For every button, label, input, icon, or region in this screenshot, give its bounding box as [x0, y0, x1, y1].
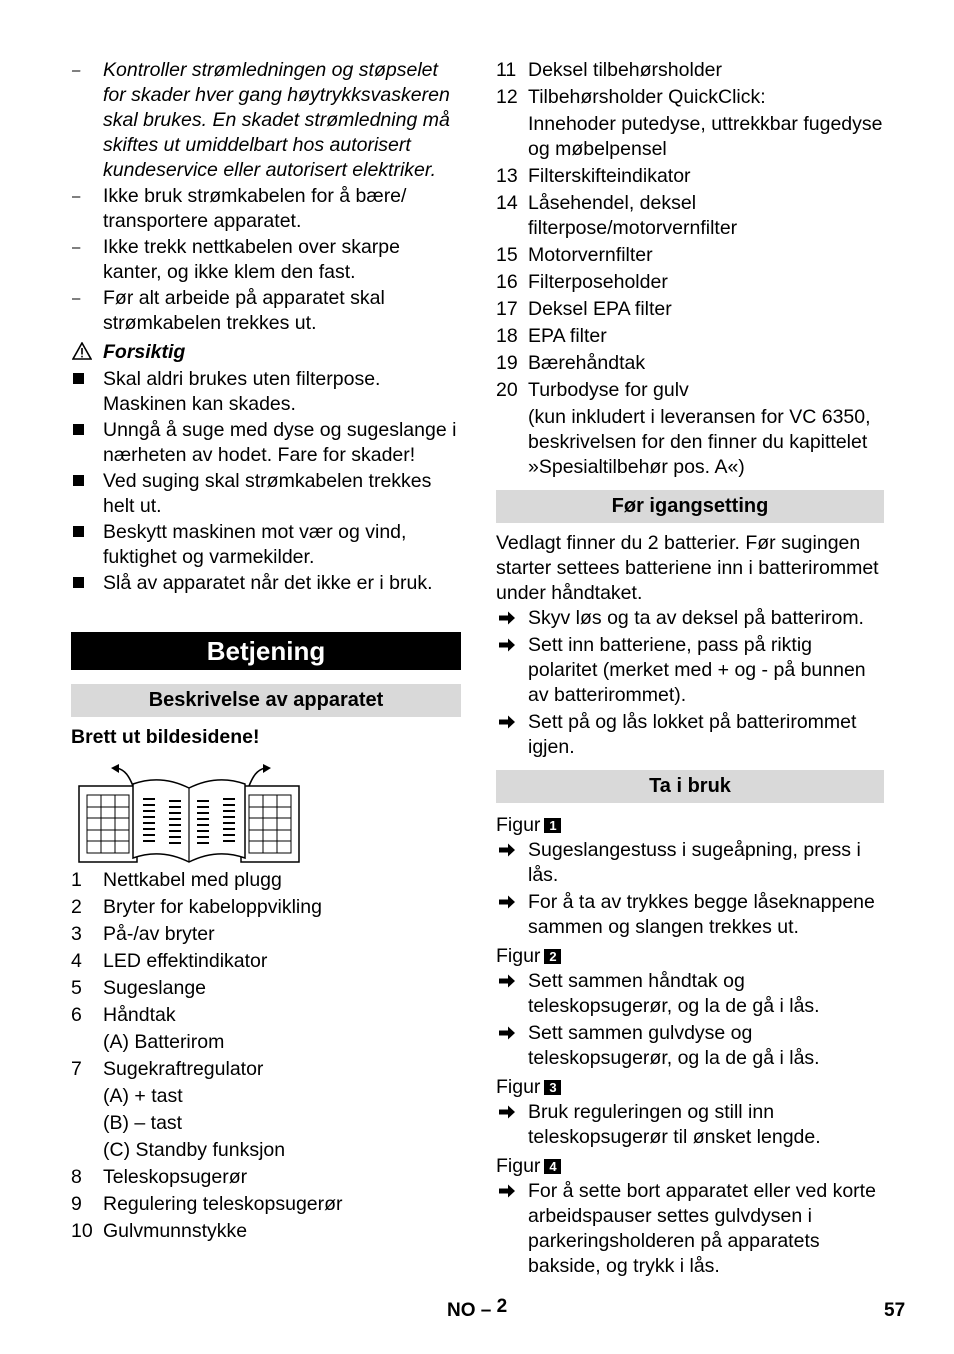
part-label: På-/av bryter [103, 923, 215, 945]
dash-marker: – [72, 239, 81, 256]
part-number: 17 [496, 298, 518, 320]
part-item [71, 1192, 461, 1217]
part-item [71, 1057, 461, 1082]
part-item [71, 1111, 461, 1136]
part-number: 20 [496, 379, 518, 401]
figure-word: Figur [496, 814, 541, 836]
figure-number-badge: 3 [544, 1080, 561, 1095]
figure-label [496, 1075, 884, 1100]
part-number: 14 [496, 192, 518, 214]
part-label: Sugeslange [103, 977, 207, 999]
part-item [71, 1084, 461, 1109]
figure-word: Figur [496, 1076, 541, 1098]
dash-marker: – [72, 188, 81, 205]
part-label: (A) Batterirom [103, 1031, 225, 1053]
figure-label [496, 1154, 884, 1179]
fold-out-book-illustration [71, 762, 303, 866]
start-use-title: Ta i bruk [496, 770, 884, 803]
part-label: (kun inkludert i leveransen for VC 6350, beskrivelsen for den finner du kapittelet »Spesialtilbehør pos. A«) [528, 406, 871, 478]
instruction-text: Skyv løs og ta av deksel på batterirom. [528, 607, 864, 629]
instruction-step [496, 1100, 884, 1150]
part-label: Bærehåndtak [528, 352, 646, 374]
caution-item-text: Ved suging skal strømkabelen trekkes helt ut. [103, 470, 432, 517]
part-label: (C) Standby funksjon [103, 1139, 286, 1161]
dash-item-text: Ikke bruk strømkabelen for å bære/ transportere apparatet. [103, 185, 407, 232]
instruction-step [496, 606, 884, 631]
instruction-text: Sugeslangestuss i sugeåpning, press i lås. [528, 839, 861, 886]
part-label: Sugekraftregulator [103, 1058, 264, 1080]
caution-item [71, 520, 461, 570]
subsection-title: Beskrivelse av apparatet [71, 684, 461, 717]
part-number: 7 [71, 1058, 82, 1080]
part-label: Tilbehørsholder QuickClick: [528, 86, 766, 108]
part-label: (B) – tast [103, 1112, 183, 1134]
caution-heading [71, 340, 461, 365]
arrow-right-icon [498, 1100, 516, 1125]
part-number: 2 [71, 896, 82, 918]
arrow-right-icon [498, 969, 516, 994]
instruction-step [496, 633, 884, 708]
part-label: Håndtak [103, 1004, 176, 1026]
parts-list-right [496, 58, 884, 482]
instruction-step [496, 890, 884, 940]
section-title: Betjening [71, 632, 461, 670]
part-label: Låsehendel, deksel filterpose/motorvernfilter [528, 192, 738, 239]
part-item [496, 164, 884, 189]
fold-note: Brett ut bildesidene! [71, 726, 260, 748]
dash-marker: – [72, 290, 81, 307]
instruction-text: For å sette bort apparatet eller ved korte arbeidspauser settes gulvdysen i parkeringsholderen på apparatets bakside, og trykk i lås. [528, 1180, 876, 1277]
left-column [71, 58, 461, 1246]
instruction-step [496, 710, 884, 760]
part-number: 18 [496, 325, 518, 347]
part-label: Teleskopsugerør [103, 1166, 248, 1188]
part-label: Filterskifteindikator [528, 165, 691, 187]
safety-dash-item [71, 58, 461, 183]
figure-label [496, 813, 884, 838]
instruction-text: Sett sammen gulvdyse og teleskopsugerør, og la de gå i lås. [528, 1022, 820, 1069]
caution-label: Forsiktig [103, 341, 186, 363]
before-use-intro: Vedlagt finner du 2 batterier. Før sugingen starter settees batteriene inn i batterirommet under håndtaket. [496, 532, 879, 604]
part-number: 13 [496, 165, 518, 187]
figure-word: Figur [496, 945, 541, 967]
part-label: Gulvmunnstykke [103, 1220, 248, 1242]
figure-instructions [496, 813, 884, 1281]
part-item [71, 895, 461, 920]
part-item [71, 1165, 461, 1190]
part-item [496, 243, 884, 268]
part-label: Deksel tilbehørsholder [528, 59, 723, 81]
part-label: (A) + tast [103, 1085, 183, 1107]
part-number: 16 [496, 271, 518, 293]
part-label: Nettkabel med plugg [103, 869, 282, 891]
part-number: 5 [71, 977, 82, 999]
safety-dash-list [71, 58, 461, 336]
part-item [71, 922, 461, 947]
page-number: 57 [884, 1300, 906, 1321]
part-item [496, 112, 884, 162]
part-number: 10 [71, 1220, 93, 1242]
part-number: 3 [71, 923, 82, 945]
dash-item-text: Før alt arbeide på apparatet skal strømkabelen trekkes ut. [103, 287, 385, 334]
part-number: 8 [71, 1166, 82, 1188]
safety-dash-item [71, 235, 461, 285]
caution-item [71, 469, 461, 519]
figure-word: Figur [496, 1155, 541, 1177]
part-item [496, 324, 884, 349]
part-number: 1 [71, 869, 82, 891]
part-number: 4 [71, 950, 82, 972]
part-label: Innehoder putedyse, uttrekkbar fugedyse og møbelpensel [528, 113, 883, 160]
part-number: 6 [71, 1004, 82, 1026]
arrow-right-icon [498, 890, 516, 915]
part-label: Filterposeholder [528, 271, 668, 293]
part-number: 12 [496, 86, 518, 108]
footer-section [447, 1298, 507, 1323]
part-number: 11 [496, 59, 517, 81]
part-number: 19 [496, 352, 518, 374]
warning-icon [72, 342, 92, 367]
parts-list-left [71, 868, 461, 1246]
part-item [496, 270, 884, 295]
part-label: Bryter for kabeloppvikling [103, 896, 322, 918]
instruction-step [496, 1021, 884, 1071]
instruction-text: Sett inn batteriene, pass på riktig polaritet (merket med + og - på bunnen av batterirommet). [528, 634, 866, 706]
dash-marker: – [72, 62, 81, 79]
caution-item-text: Beskytt maskinen mot vær og vind, fuktighet og varmekilder. [103, 521, 407, 568]
instruction-text: Bruk reguleringen og still inn teleskopsugerør til ønsket lengde. [528, 1101, 821, 1148]
part-number: 15 [496, 244, 518, 266]
arrow-right-icon [498, 1179, 516, 1204]
arrow-right-icon [498, 633, 516, 658]
part-item [496, 58, 884, 83]
part-item [496, 405, 884, 480]
part-item [496, 191, 884, 241]
part-label: EPA filter [528, 325, 607, 347]
part-item [71, 1138, 461, 1163]
caution-list [71, 367, 461, 596]
part-item [71, 1003, 461, 1028]
footer-language: NO [447, 1300, 476, 1321]
instruction-step [496, 1179, 884, 1279]
part-item [71, 949, 461, 974]
figure-number-badge: 1 [544, 818, 561, 833]
part-item [71, 1030, 461, 1055]
arrow-right-icon [498, 606, 516, 631]
figure-label [496, 944, 884, 969]
arrow-right-icon [498, 710, 516, 735]
figure-number-badge: 4 [544, 1159, 561, 1174]
footer-separator: – [480, 1300, 492, 1321]
part-item [71, 868, 461, 893]
instruction-text: Sett sammen håndtak og teleskopsugerør, og la de gå i lås. [528, 970, 820, 1017]
part-label: Regulering teleskopsugerør [103, 1193, 343, 1215]
instruction-step [496, 969, 884, 1019]
part-label: Deksel EPA filter [528, 298, 672, 320]
instruction-text: Sett på og lås lokket på batterirommet igjen. [528, 711, 857, 758]
dash-item-text: Ikke trekk nettkabelen over skarpe kanter, og ikke klem den fast. [103, 236, 400, 283]
footer-section-page: 2 [496, 1296, 508, 1317]
part-item [496, 378, 884, 403]
before-use-title: Før igangsetting [496, 490, 884, 523]
part-number: 9 [71, 1193, 82, 1215]
arrow-right-icon [498, 1021, 516, 1046]
part-item [496, 297, 884, 322]
dash-item-text: Kontroller strømledningen og støpselet for skader hver gang høytrykksvaskeren skal brukes. En skadet strømledning må skiftes ut umiddelbart hos autorisert kundeservice eller autorisert elektriker. [103, 59, 450, 181]
before-use-steps [496, 606, 884, 762]
part-item [496, 351, 884, 376]
part-label: Motorvernfilter [528, 244, 653, 266]
part-label: LED effektindikator [103, 950, 268, 972]
caution-item-text: Unngå å suge med dyse og sugeslange i nærheten av hodet. Fare for skader! [103, 419, 457, 466]
caution-item-text: Skal aldri brukes uten filterpose. Maskinen kan skades. [103, 368, 381, 415]
instruction-text: For å ta av trykkes begge låseknappene sammen og slangen trekkes ut. [528, 891, 875, 938]
right-column [496, 58, 884, 1281]
caution-item [71, 571, 461, 596]
part-item [71, 1219, 461, 1244]
part-label: Turbodyse for gulv [528, 379, 689, 401]
caution-item [71, 418, 461, 468]
figure-number-badge: 2 [544, 949, 561, 964]
safety-dash-item [71, 286, 461, 336]
caution-item [71, 367, 461, 417]
part-item [71, 976, 461, 1001]
instruction-step [496, 838, 884, 888]
part-item [496, 85, 884, 110]
arrow-right-icon [498, 838, 516, 863]
safety-dash-item [71, 184, 461, 234]
caution-item-text: Slå av apparatet når det ikke er i bruk. [103, 572, 433, 594]
